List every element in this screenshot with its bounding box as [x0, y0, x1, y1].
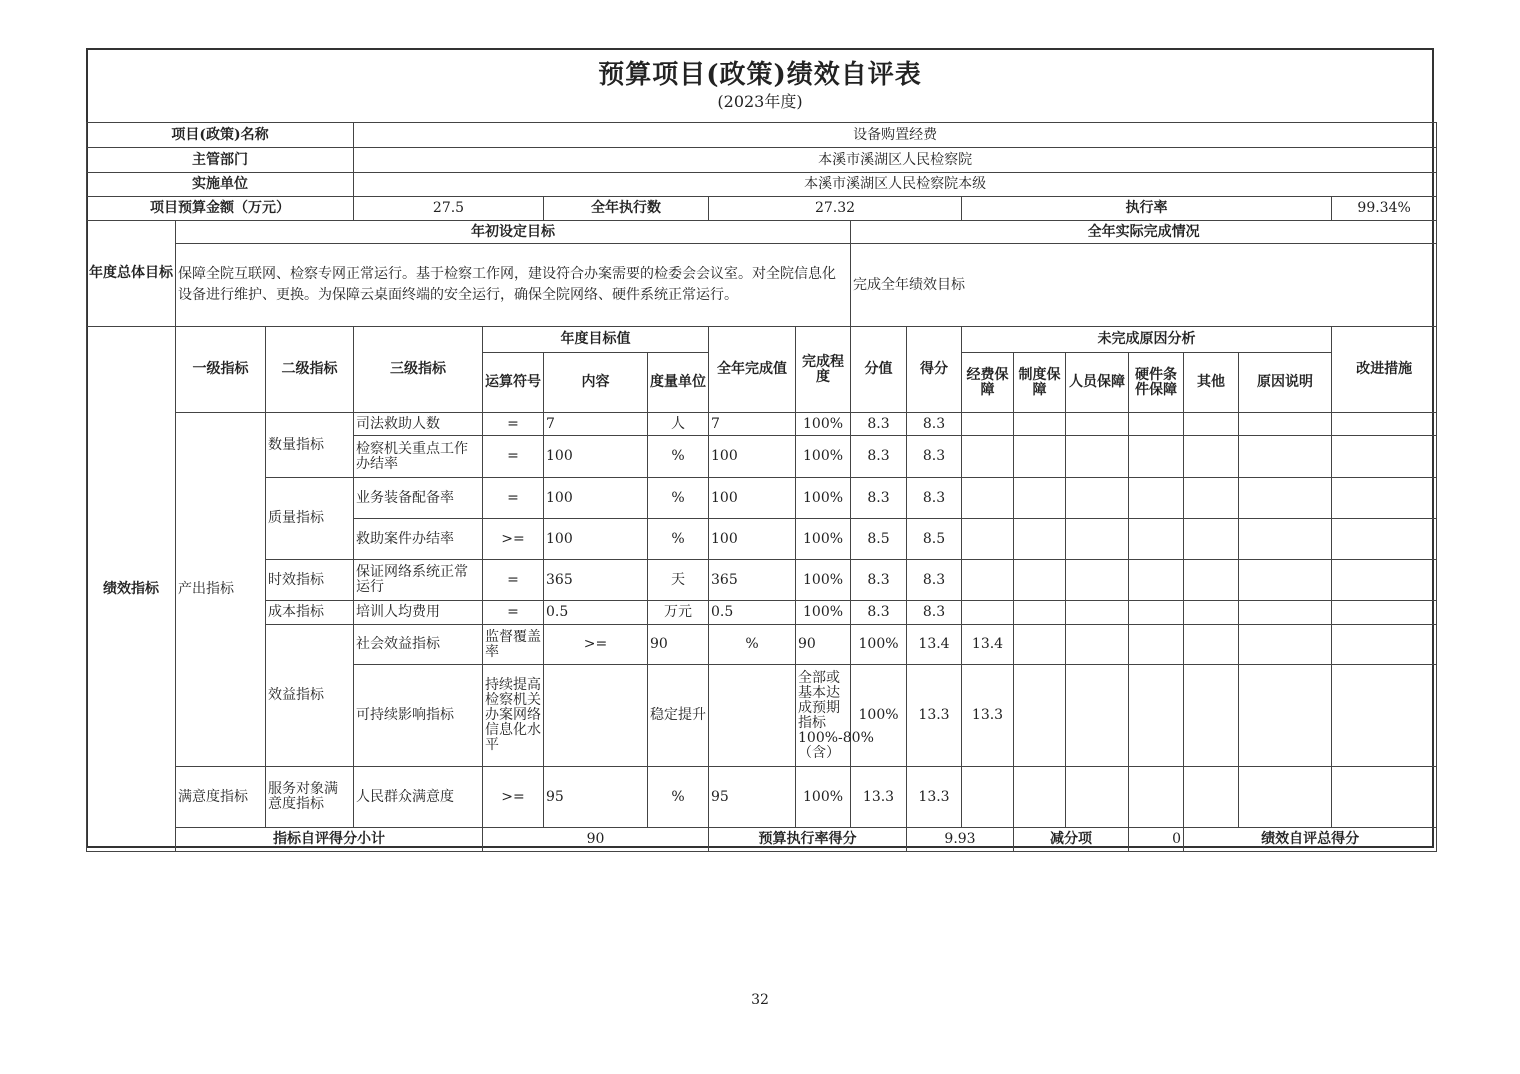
- deduction-value: 0: [1129, 828, 1184, 852]
- row-8-unit: %: [648, 767, 709, 828]
- header-target-group: 年度目标值: [483, 327, 709, 353]
- header-reason-fund: 经费保障: [962, 353, 1014, 413]
- row-7-content: 稳定提升: [648, 665, 709, 767]
- row-3-value: 8.5: [851, 519, 907, 560]
- row-3-operator: >=: [483, 519, 544, 560]
- level2-cost: 成本指标: [266, 601, 354, 625]
- row-4-unit: 天: [648, 560, 709, 601]
- row-1-unit: %: [648, 436, 709, 478]
- budget-score-value: 9.93: [907, 828, 1014, 852]
- section-label: 绩效指标: [87, 327, 176, 852]
- row-8-score: 13.3: [907, 767, 962, 828]
- row-4-operator: =: [483, 560, 544, 601]
- actual-goal-text: 完成全年绩效目标: [851, 244, 1437, 327]
- header-score-value: 分值: [851, 327, 907, 413]
- row-5-name: 培训人均费用: [354, 601, 483, 625]
- row-6-content: 90: [648, 625, 709, 665]
- row-0-content: 7: [544, 413, 648, 436]
- header-unit: 度量单位: [648, 353, 709, 413]
- header-level3: 三级指标: [354, 327, 483, 413]
- header-actual: 全年完成值: [709, 327, 796, 413]
- row-2-actual: 100: [709, 478, 796, 519]
- row-3-content: 100: [544, 519, 648, 560]
- row-2-name: 业务装备配备率: [354, 478, 483, 519]
- total-score-label: 绩效自评总得分: [1184, 828, 1437, 852]
- row-4-name: 保证网络系统正常运行: [354, 560, 483, 601]
- row-6-completion: 100%: [851, 625, 907, 665]
- row-4-value: 8.3: [851, 560, 907, 601]
- row-1-score: 8.3: [907, 436, 962, 478]
- initial-goal-header: 年初设定目标: [176, 221, 851, 244]
- header-reason-system: 制度保障: [1014, 353, 1066, 413]
- row-7-name: 持续提高检察机关办案网络信息化水平: [483, 665, 544, 767]
- budget-label: 项目预算金额（万元）: [87, 197, 354, 221]
- row-5-operator: =: [483, 601, 544, 625]
- title-area: [88, 50, 1432, 122]
- row-1-name: 检察机关重点工作办结率: [354, 436, 483, 478]
- row-6-actual: 90: [796, 625, 851, 665]
- project-name-value: 设备购置经费: [354, 123, 1437, 148]
- row-1-completion: 100%: [796, 436, 851, 478]
- row-7-value: 13.3: [907, 665, 962, 767]
- executed-value: 27.32: [709, 197, 962, 221]
- row-0-unit: 人: [648, 413, 709, 436]
- row-8-operator: >=: [483, 767, 544, 828]
- header-improve: 改进措施: [1332, 327, 1437, 413]
- deduction-label: 减分项: [1014, 828, 1129, 852]
- level2-quality: 质量指标: [266, 478, 354, 560]
- page-title: 预算项目(政策)绩效自评表: [598, 60, 922, 90]
- row-2-unit: %: [648, 478, 709, 519]
- level1-benefit: 效益指标: [266, 625, 354, 767]
- page-number: 32: [751, 992, 769, 1008]
- row-0-actual: 7: [709, 413, 796, 436]
- executed-label: 全年执行数: [544, 197, 709, 221]
- goal-row-label: 年度总体目标: [87, 221, 176, 327]
- row-6-unit: %: [709, 625, 796, 665]
- row-3-name: 救助案件办结率: [354, 519, 483, 560]
- header-level2: 二级指标: [266, 327, 354, 413]
- row-2-score: 8.3: [907, 478, 962, 519]
- unit-value: 本溪市溪湖区人民检察院本级: [354, 173, 1437, 197]
- project-name-label: 项目(政策)名称: [87, 123, 354, 148]
- evaluation-table: [86, 122, 1437, 852]
- evaluation-sheet: [86, 48, 1434, 848]
- header-reason-other: 其他: [1184, 353, 1239, 413]
- row-7-operator: [544, 665, 648, 767]
- actual-goal-header: 全年实际完成情况: [851, 221, 1437, 244]
- rate-label: 执行率: [962, 197, 1332, 221]
- level2-service: 服务对象满意度指标: [266, 767, 354, 828]
- row-2-operator: =: [483, 478, 544, 519]
- row-3-actual: 100: [709, 519, 796, 560]
- row-4-actual: 365: [709, 560, 796, 601]
- row-8-completion: 100%: [796, 767, 851, 828]
- initial-goal-text: 保障全院互联网、检察专网正常运行。基于检察工作网，建设符合办案需要的检委会会议室。对全院信息化设备进行维护、更换。为保障云桌面终端的安全运行，确保全院网络、硬件系统正常运行。: [176, 244, 851, 327]
- row-1-actual: 100: [709, 436, 796, 478]
- header-score: 得分: [907, 327, 962, 413]
- header-reason-group: 未完成原因分析: [962, 327, 1332, 353]
- row-8-name: 人民群众满意度: [354, 767, 483, 828]
- row-6-value: 13.4: [907, 625, 962, 665]
- row-3-completion: 100%: [796, 519, 851, 560]
- level1-satisfaction: 满意度指标: [176, 767, 266, 828]
- row-4-score: 8.3: [907, 560, 962, 601]
- row-1-value: 8.3: [851, 436, 907, 478]
- row-8-content: 95: [544, 767, 648, 828]
- level2-quantity: 数量指标: [266, 413, 354, 478]
- header-reason-staff: 人员保障: [1066, 353, 1129, 413]
- row-2-value: 8.3: [851, 478, 907, 519]
- header-content: 内容: [544, 353, 648, 413]
- level1-output: 产出指标: [176, 413, 266, 767]
- row-0-completion: 100%: [796, 413, 851, 436]
- row-0-operator: =: [483, 413, 544, 436]
- row-4-content: 365: [544, 560, 648, 601]
- header-level1: 一级指标: [176, 327, 266, 413]
- header-completion: 完成程度: [796, 327, 851, 413]
- row-7-actual: 全部或基本达成预期指标100%-80%（含）: [796, 665, 851, 767]
- row-6-operator: >=: [544, 625, 648, 665]
- row-6-score: 13.4: [962, 625, 1014, 665]
- header-reason-hardware: 硬件条件保障: [1129, 353, 1184, 413]
- unit-label: 实施单位: [87, 173, 354, 197]
- subtotal-value: 90: [483, 828, 709, 852]
- row-2-completion: 100%: [796, 478, 851, 519]
- dept-label: 主管部门: [87, 148, 354, 173]
- row-5-value: 8.3: [851, 601, 907, 625]
- level2-sustainable: 可持续影响指标: [354, 665, 483, 767]
- dept-value: 本溪市溪湖区人民检察院: [354, 148, 1437, 173]
- page-subtitle: (2023年度): [717, 92, 803, 111]
- row-2-content: 100: [544, 478, 648, 519]
- header-reason-explain: 原因说明: [1239, 353, 1332, 413]
- row-7-score: 13.3: [962, 665, 1014, 767]
- rate-value: 99.34%: [1332, 197, 1437, 221]
- row-5-score: 8.3: [907, 601, 962, 625]
- row-5-unit: 万元: [648, 601, 709, 625]
- budget-score-label: 预算执行率得分: [709, 828, 907, 852]
- row-3-score: 8.5: [907, 519, 962, 560]
- row-4-completion: 100%: [796, 560, 851, 601]
- subtotal-label: 指标自评得分小计: [176, 828, 483, 852]
- budget-value: 27.5: [354, 197, 544, 221]
- row-1-operator: =: [483, 436, 544, 478]
- row-3-unit: %: [648, 519, 709, 560]
- row-1-content: 100: [544, 436, 648, 478]
- row-5-completion: 100%: [796, 601, 851, 625]
- row-7-completion: 100%: [851, 665, 907, 767]
- row-0-name: 司法救助人数: [354, 413, 483, 436]
- row-8-value: 13.3: [851, 767, 907, 828]
- row-0-score: 8.3: [907, 413, 962, 436]
- row-7-unit: [709, 665, 796, 767]
- row-8-actual: 95: [709, 767, 796, 828]
- row-5-content: 0.5: [544, 601, 648, 625]
- row-5-actual: 0.5: [709, 601, 796, 625]
- level2-timeliness: 时效指标: [266, 560, 354, 601]
- row-6-name: 监督覆盖率: [483, 625, 544, 665]
- level2-social: 社会效益指标: [354, 625, 483, 665]
- row-0-value: 8.3: [851, 413, 907, 436]
- header-operator: 运算符号: [483, 353, 544, 413]
